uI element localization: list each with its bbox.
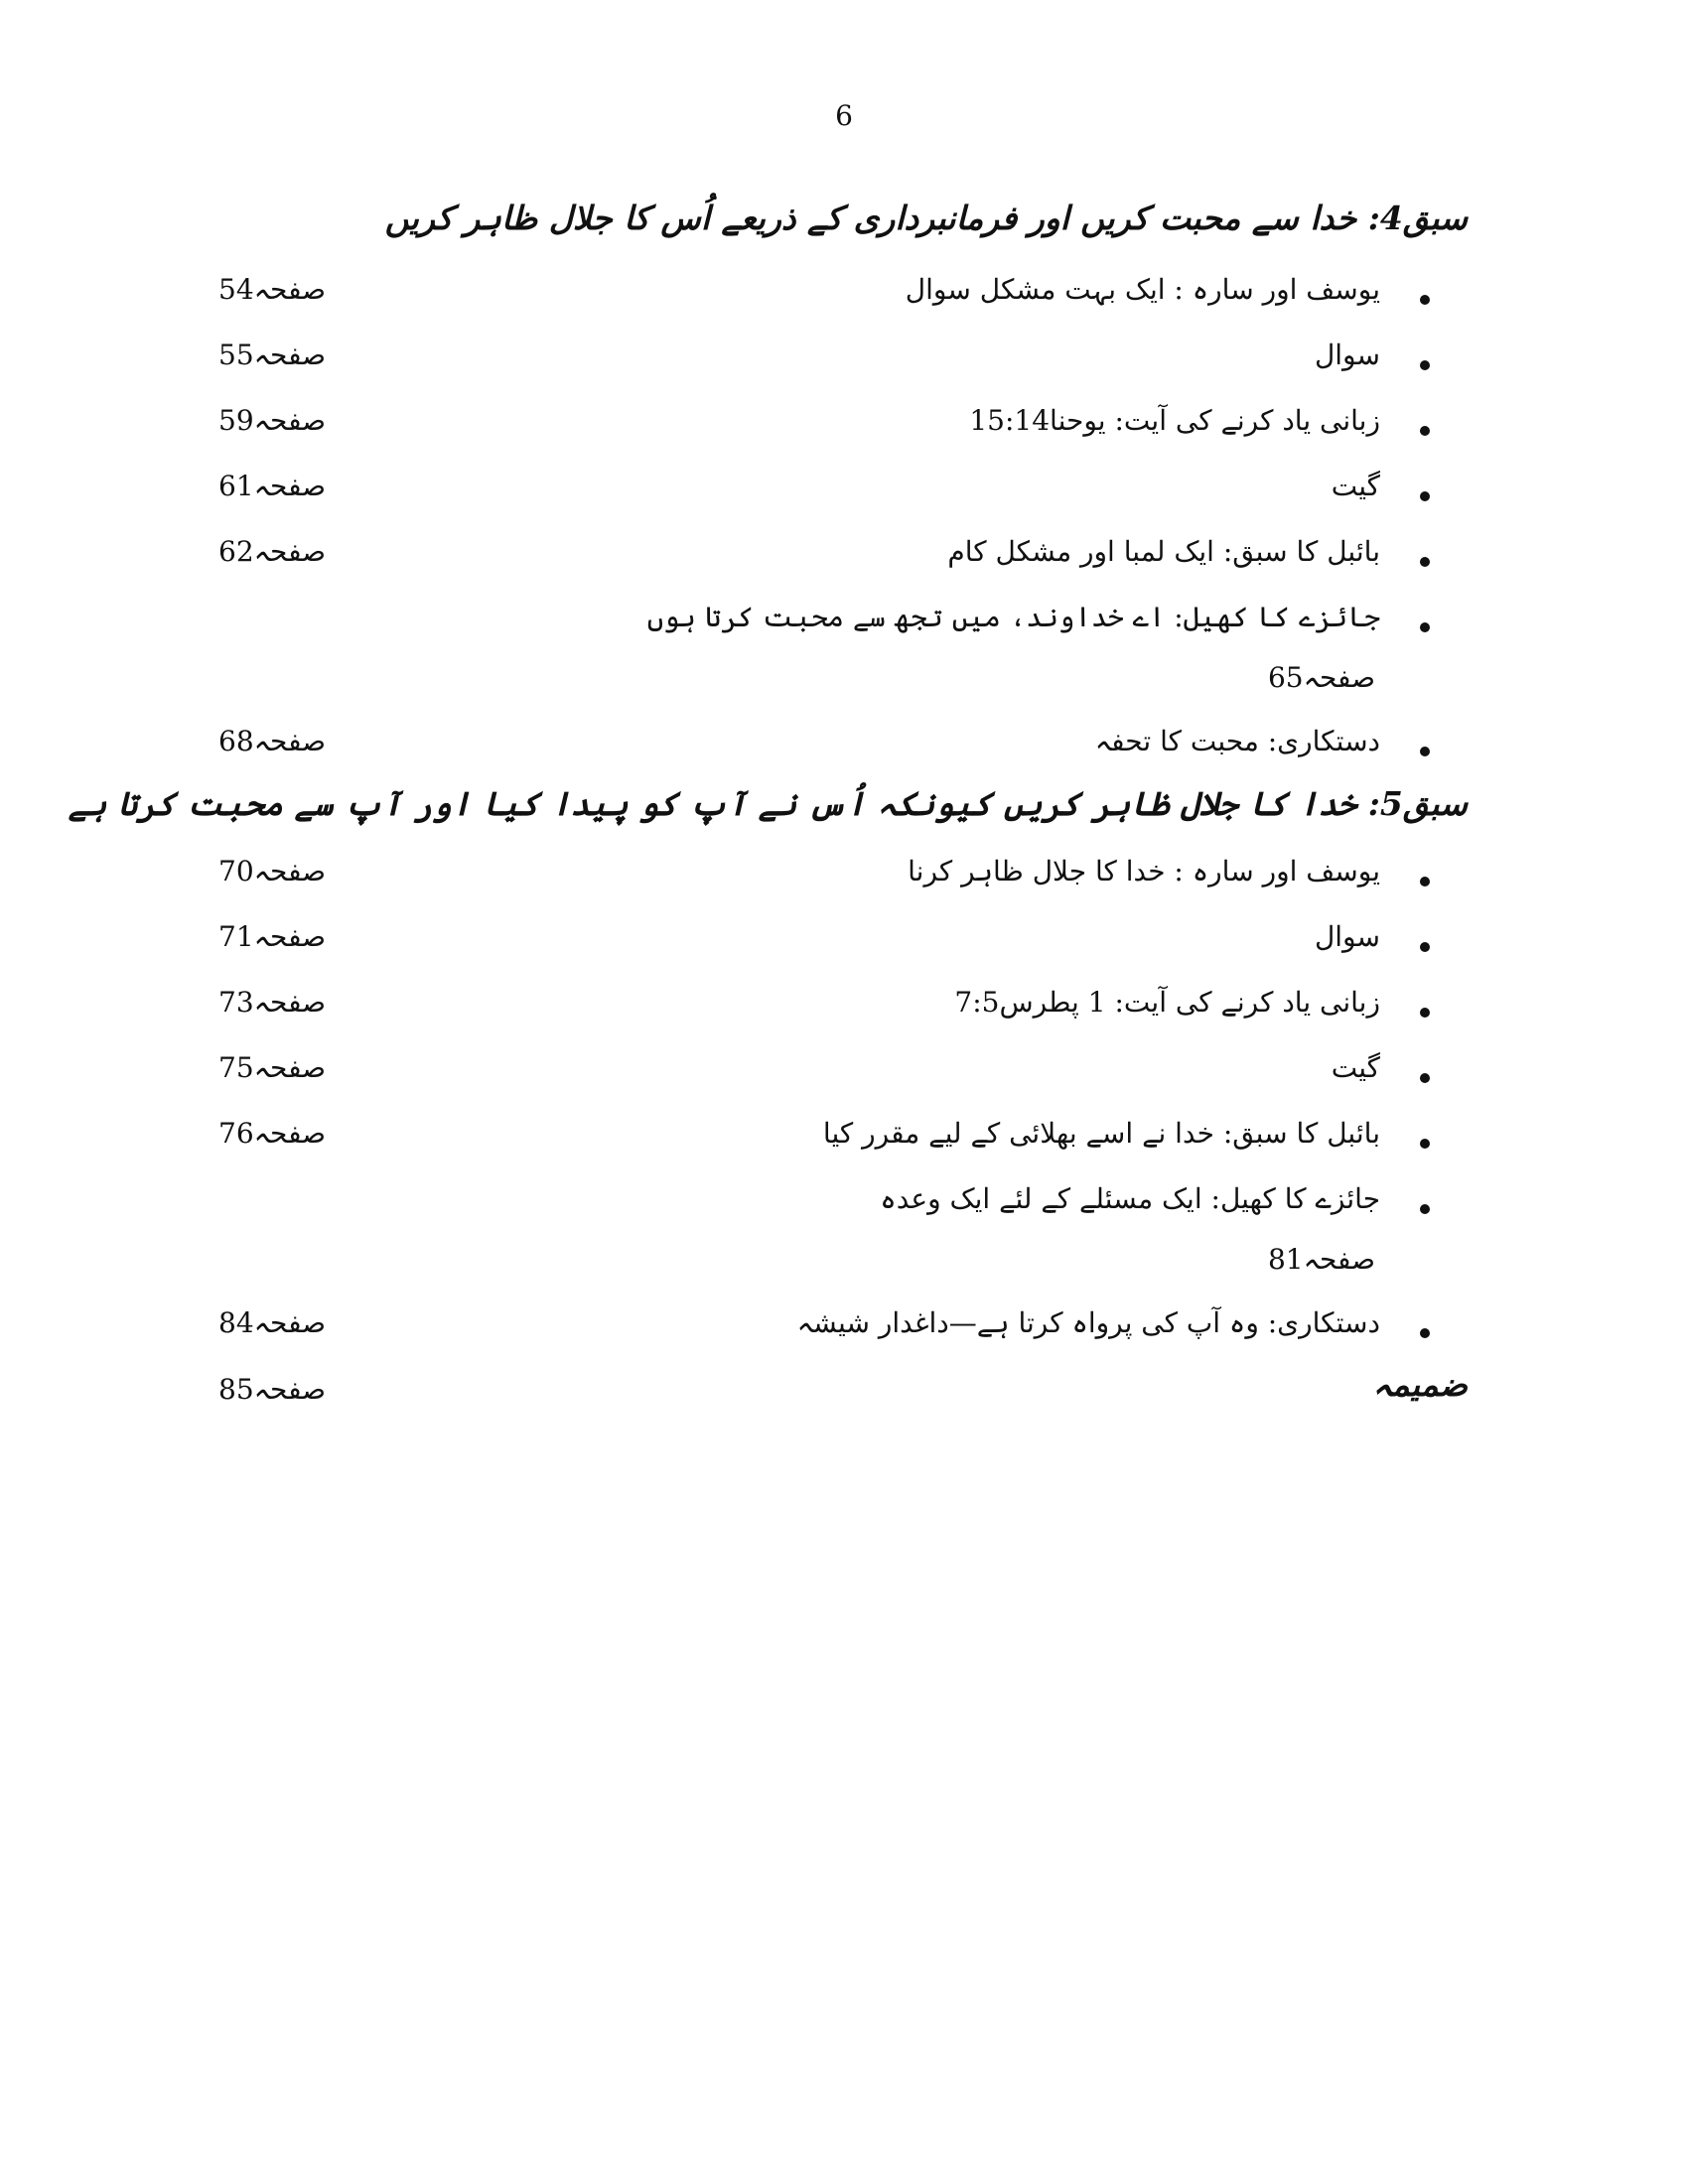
bullet-icon bbox=[1420, 491, 1430, 501]
toc-page-ref: صفحہ81 bbox=[1267, 1243, 1375, 1276]
bullet-icon bbox=[1420, 1204, 1430, 1214]
toc-entry-text: بائبل کا سبق: خدا نے اسے بھلائی کے لیے مقرر کیا bbox=[822, 1117, 1380, 1150]
toc-entry-text: گیت bbox=[1331, 1051, 1380, 1084]
bullet-icon bbox=[1420, 622, 1430, 632]
toc-entry-text: یوسف اور سارہ : ایک بہت مشکل سوال bbox=[905, 273, 1380, 306]
page-number: 6 bbox=[835, 99, 853, 132]
toc-page-ref: صفحہ62 bbox=[218, 535, 327, 568]
lesson-5-heading: سبق5: خدا کا جلال ظاہر کریں کیونکہ اُس نے آپ کو پیدا کیا اور آپ سے محبت کرتا ہے bbox=[68, 784, 1468, 823]
toc-page-ref: صفحہ84 bbox=[218, 1306, 327, 1339]
toc-entry-text: گیت bbox=[1331, 470, 1380, 502]
bullet-icon bbox=[1420, 1139, 1430, 1149]
bullet-icon bbox=[1420, 877, 1430, 887]
toc-page-ref: صفحہ70 bbox=[218, 855, 327, 887]
toc-page-ref: صفحہ68 bbox=[218, 725, 327, 757]
toc-entry-text: جائزے کا کھیل: ایک مسئلے کے لئے ایک وعدہ bbox=[880, 1182, 1380, 1215]
toc-page-ref: صفحہ54 bbox=[218, 273, 327, 306]
appendix-heading: ضمیمہ bbox=[1372, 1365, 1468, 1404]
toc-entry-text: جائزے کا کھیل: اے خداوند، میں تجھ سے محبت کرتا ہوں bbox=[646, 601, 1380, 633]
toc-page-ref: صفحہ85 bbox=[218, 1373, 327, 1406]
bullet-icon bbox=[1420, 1008, 1430, 1018]
lesson-4-heading: سبق4: خدا سے محبت کریں اور فرمانبرداری کے ذریعے اُس کا جلال ظاہر کریں bbox=[384, 199, 1468, 237]
bullet-icon bbox=[1420, 1328, 1430, 1338]
toc-entry-text: سوال bbox=[1314, 920, 1380, 953]
toc-page-ref: صفحہ59 bbox=[218, 404, 327, 437]
toc-entry-text: یوسف اور سارہ : خدا کا جلال ظاہر کرنا bbox=[908, 855, 1380, 887]
toc-page-ref: صفحہ65 bbox=[1267, 661, 1375, 694]
toc-page-ref: صفحہ73 bbox=[218, 986, 327, 1019]
bullet-icon bbox=[1420, 1073, 1430, 1083]
toc-entry-text: زبانی یاد کرنے کی آیت: یوحنا15:14 bbox=[969, 404, 1380, 437]
bullet-icon bbox=[1420, 295, 1430, 305]
toc-entry-text: دستکاری: محبت کا تحفہ bbox=[1094, 725, 1380, 757]
toc-entry-text: بائبل کا سبق: ایک لمبا اور مشکل کام bbox=[947, 535, 1380, 568]
toc-page-ref: صفحہ61 bbox=[218, 470, 327, 502]
toc-entry-text: سوال bbox=[1314, 339, 1380, 371]
toc-page-ref: صفحہ76 bbox=[218, 1117, 327, 1150]
bullet-icon bbox=[1420, 426, 1430, 436]
toc-page-ref: صفحہ75 bbox=[218, 1051, 327, 1084]
toc-entry-text: زبانی یاد کرنے کی آیت: 1 پطرس7:5 bbox=[954, 986, 1380, 1019]
bullet-icon bbox=[1420, 360, 1430, 370]
bullet-icon bbox=[1420, 747, 1430, 756]
bullet-icon bbox=[1420, 942, 1430, 952]
toc-entry-text: دستکاری: وہ آپ کی پرواہ کرتا ہے—داغدار شیشہ bbox=[796, 1306, 1380, 1339]
bullet-icon bbox=[1420, 557, 1430, 567]
toc-page-ref: صفحہ55 bbox=[218, 339, 327, 371]
toc-page-ref: صفحہ71 bbox=[218, 920, 327, 953]
